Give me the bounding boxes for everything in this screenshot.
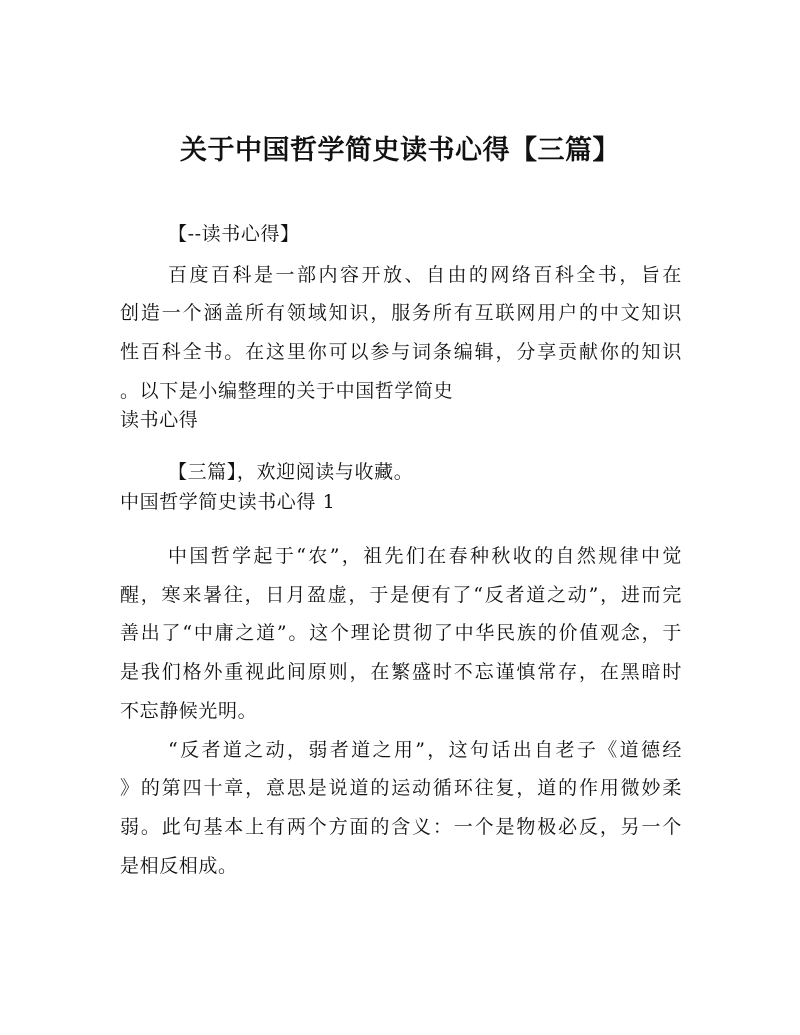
paragraph-line: 是我们格外重视此间原则，在繁盛时不忘谨慎常存，在黑暗时 [120,661,682,683]
intro-line: 读书心得 [120,409,199,431]
intro-line: 。以下是小编整理的关于中国哲学简史 [120,380,454,402]
intro-line: 创造一个涵盖所有领域知识，服务所有互联网用户的中文知识 [120,302,682,324]
paragraph-line: 善出了“中庸之道”。这个理论贯彻了中华民族的价值观念，于 [120,622,682,644]
intro-heading: 【--读书心得】 [168,223,300,245]
document-title: 关于中国哲学简史读书心得【三篇】 [180,135,620,166]
paragraph-line: 是相反相成。 [120,855,238,877]
paragraph-line: “反者道之动，弱者道之用”，这句话出自老子《道德经 [168,739,682,761]
intro-tail: 【三篇】，欢迎阅读与收藏。 [168,461,414,483]
intro-line: 性百科全书。在这里你可以参与词条编辑，分享贡献你的知识 [120,341,682,363]
intro-line: 百度百科是一部内容开放、自由的网络百科全书，旨在 [168,264,682,286]
paragraph-line: 》的第四十章，意思是说道的运动循环往复，道的作用微妙柔 [120,777,682,799]
section-title: 中国哲学简史读书心得 1 [120,491,336,513]
paragraph-line: 不忘静候光明。 [120,700,258,722]
paragraph-line: 醒，寒来暑往，日月盈虚，于是便有了“反者道之动”，进而完 [120,584,682,606]
paragraph-line: 弱。此句基本上有两个方面的含义：一个是物极必反，另一个 [120,816,682,838]
paragraph-line: 中国哲学起于“农”，祖先们在春种秋收的自然规律中觉 [168,545,682,567]
